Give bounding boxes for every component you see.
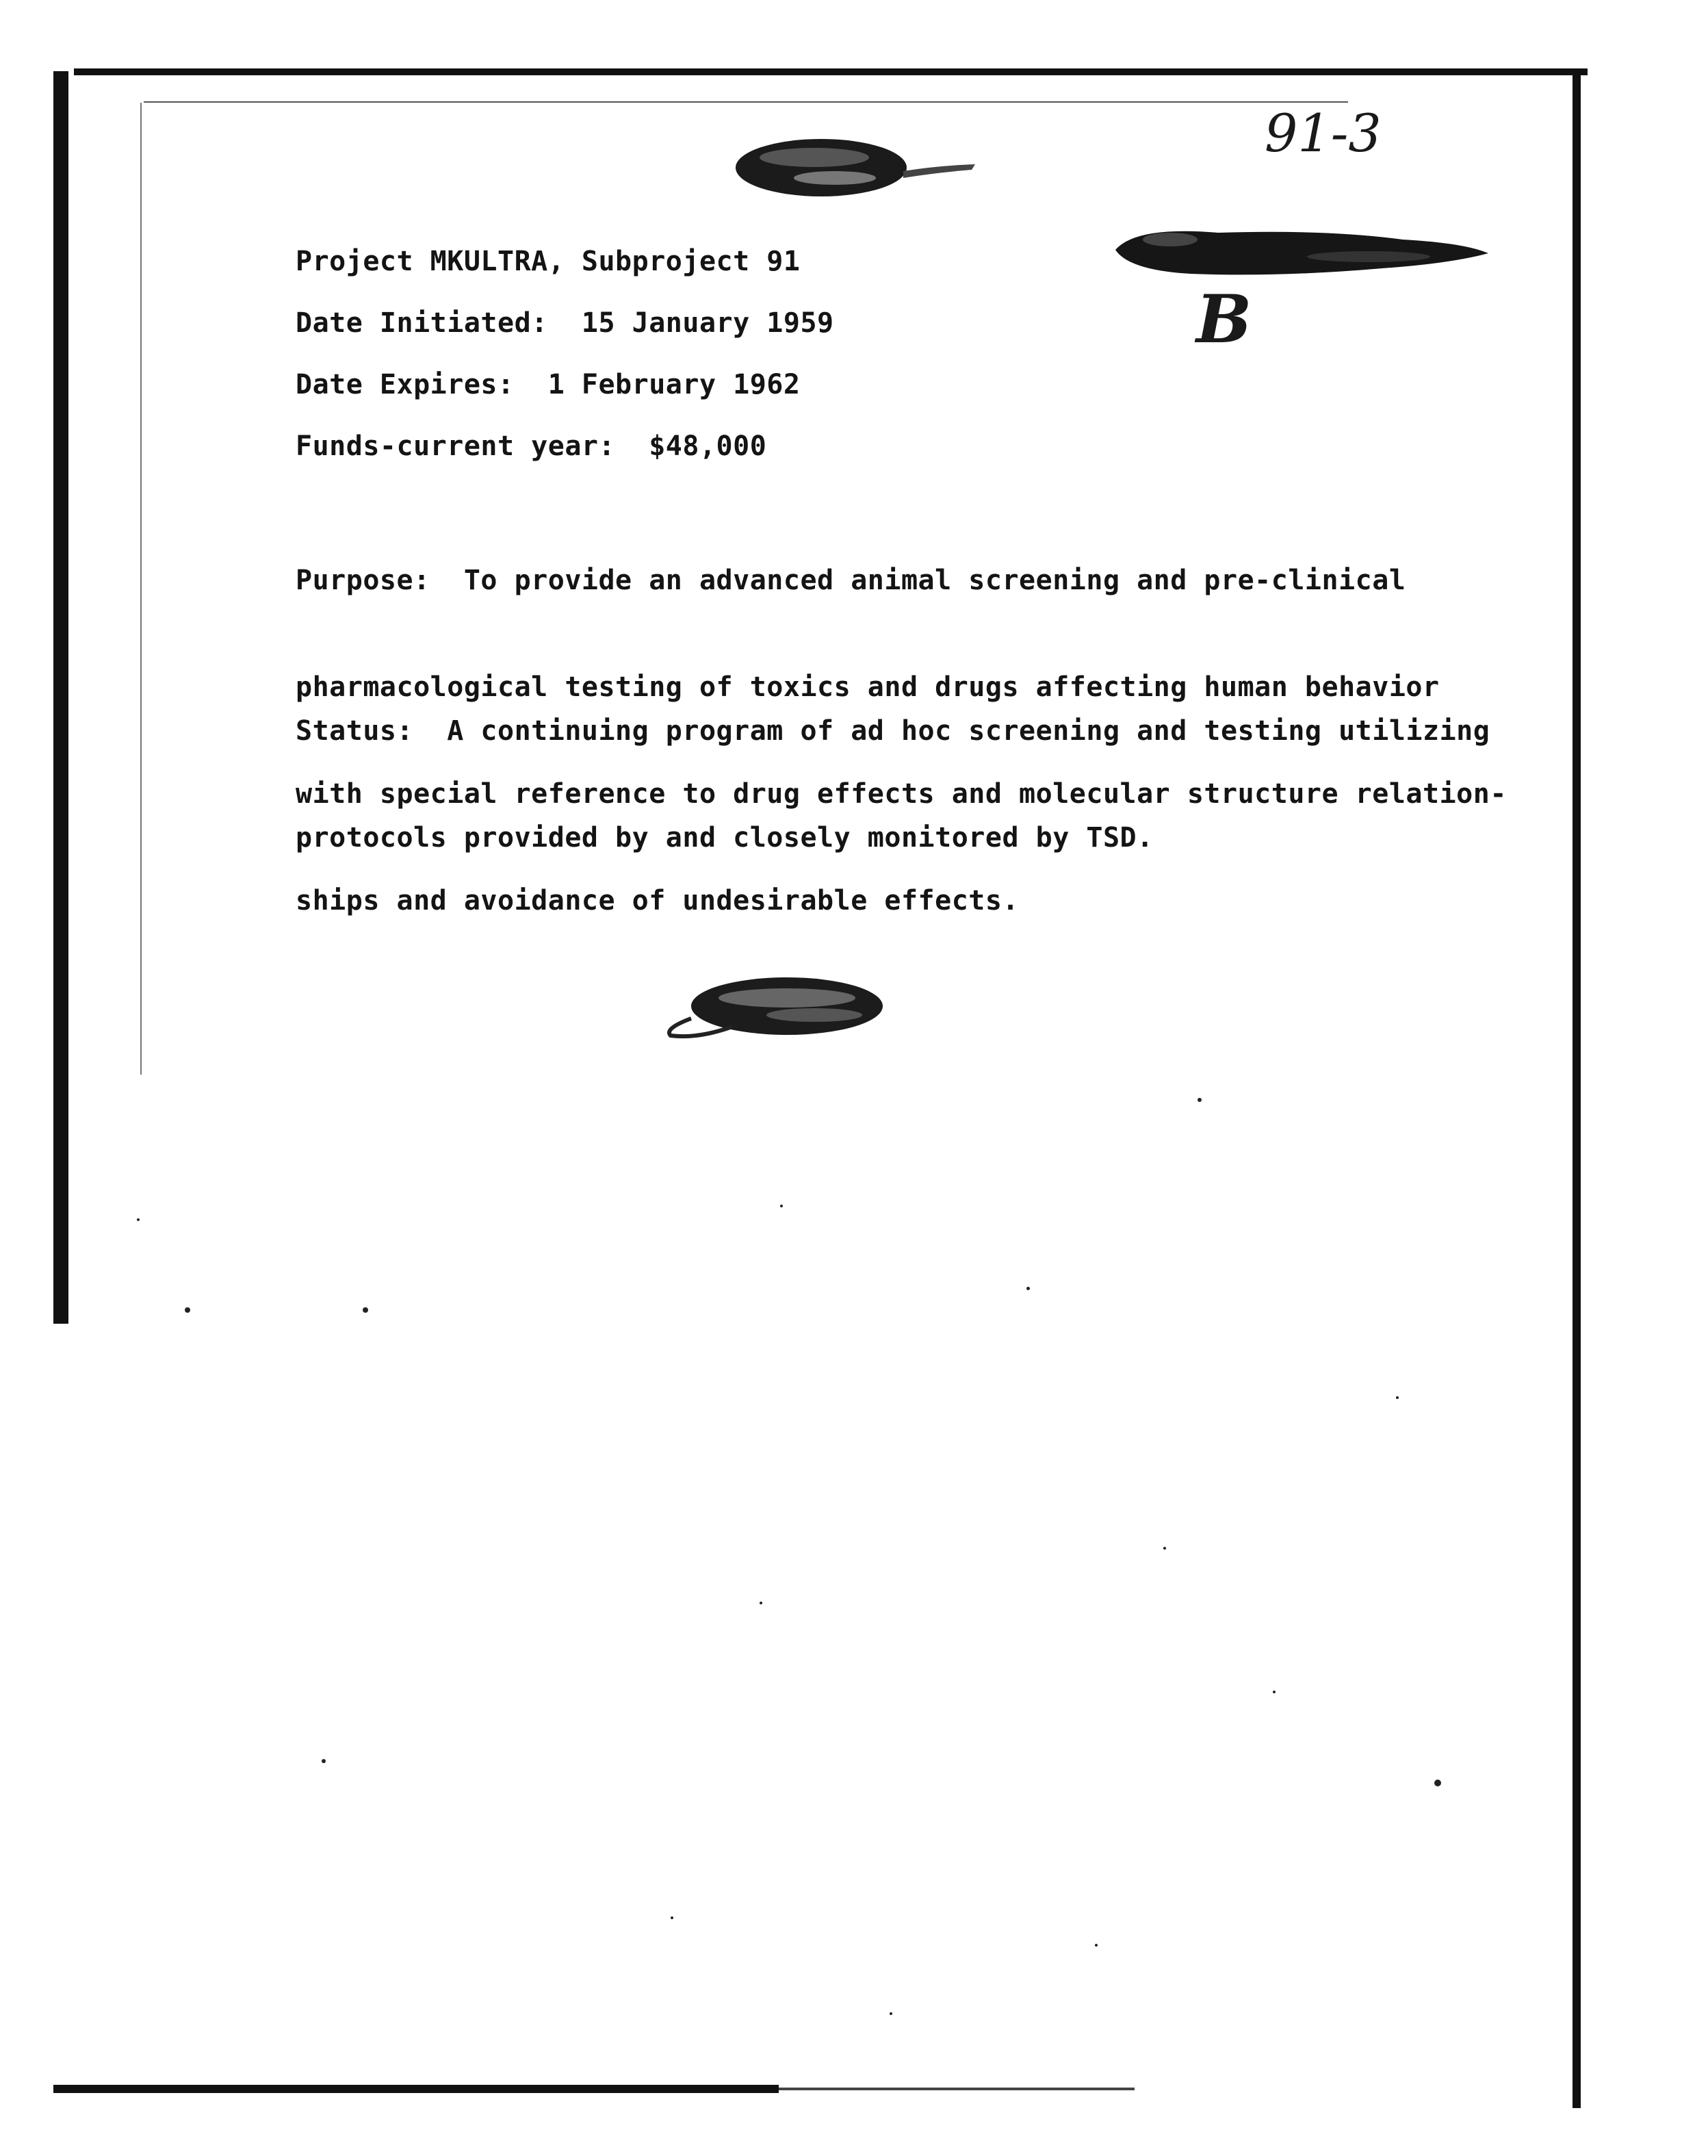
status-line: Status: A continuing program of ad hoc screening and testing utilizing [296,715,1490,747]
scan-speck [1273,1691,1276,1693]
scan-speck [760,1602,762,1604]
scan-speck [1095,1944,1098,1947]
purpose-line: with special reference to drug effects and molecular structure relation- [296,778,1507,810]
handwritten-page-number: 91-3 [1265,103,1382,164]
date-expires: Date Expires: 1 February 1962 [296,369,801,400]
scan-border-top [74,68,1588,75]
scan-border-top-inner [144,101,1348,103]
scan-speck [671,1916,673,1919]
date-initiated: Date Initiated: 15 January 1959 [296,307,834,339]
scan-speck [1396,1396,1399,1399]
scan-speck [137,1218,140,1221]
purpose-line: ships and avoidance of undesirable effects. [296,885,1020,916]
handwritten-letter: B [1196,281,1252,358]
funds-current-year: Funds-current year: $48,000 [296,431,767,462]
scan-speck [363,1307,368,1313]
purpose-line: pharmacological testing of toxics and drugs affecting human behavior [296,671,1440,703]
scan-border-right [1573,68,1581,2108]
scan-speck [890,2012,892,2015]
scan-speck [1198,1098,1202,1102]
scan-speck [780,1205,783,1207]
scan-speck [1026,1287,1030,1290]
status-line: protocols provided by and closely monitored by TSD. [296,822,1154,854]
project-title: Project MKULTRA, Subproject 91 [296,246,801,277]
purpose-line: Purpose: To provide an advanced animal screening and pre-clinical [296,565,1406,596]
redaction-mark-right [1109,212,1492,287]
scan-speck [185,1307,190,1313]
scan-border-bottom [53,2085,779,2093]
scan-speck [1434,1780,1441,1786]
scan-border-left [53,71,68,1324]
scan-border-left-inner [140,103,142,1075]
status-paragraph [296,642,1490,927]
scan-border-bottom-faint [779,2088,1135,2090]
scan-speck [322,1759,326,1763]
redaction-mark-top [732,130,979,205]
scan-speck [1163,1547,1166,1550]
